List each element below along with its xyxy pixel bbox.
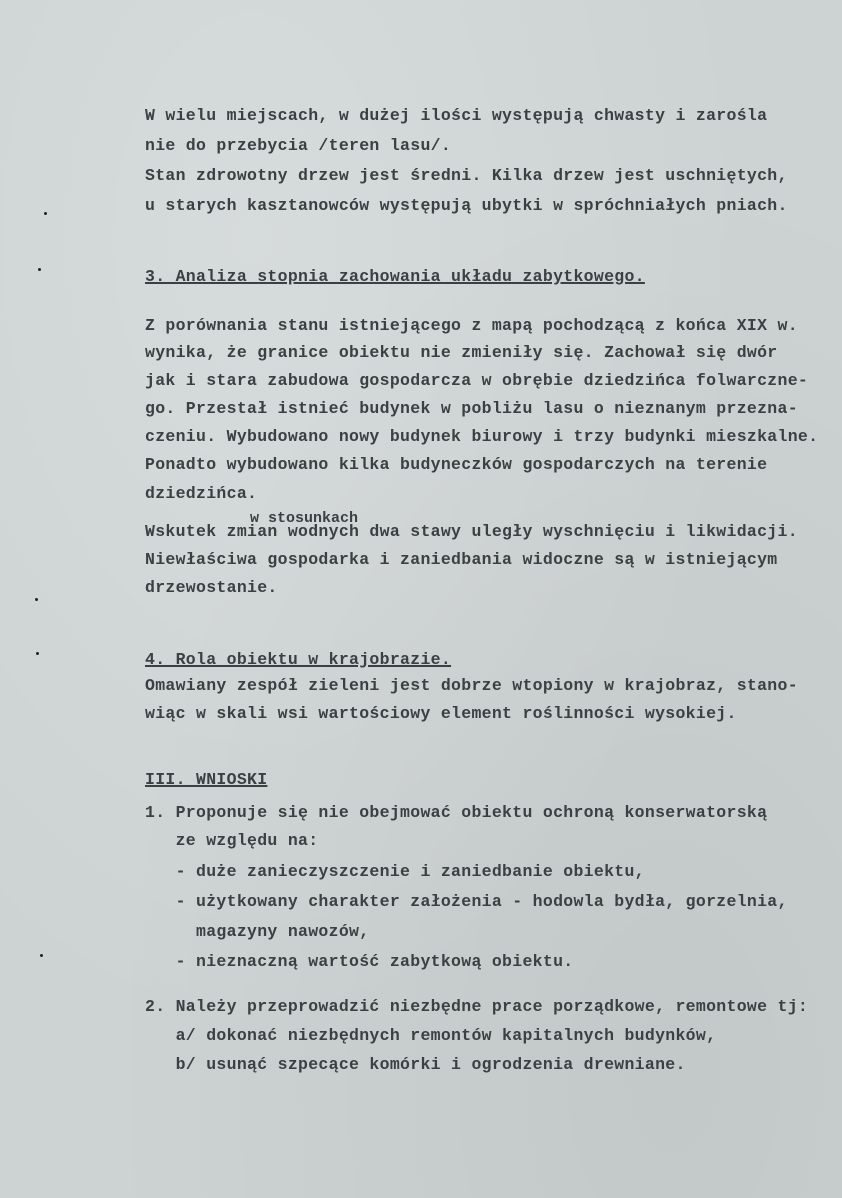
list-item: - użytkowany charakter założenia - hodowla bydła, gorzelnia, <box>145 892 788 911</box>
list-item: b/ usunąć szpecące komórki i ogrodzenia drewniane. <box>145 1055 686 1074</box>
text-line: dziedzińca. <box>145 484 258 503</box>
text-line: jak i stara zabudowa gospodarcza w obrębie dziedzińca folwarczne- <box>145 371 809 390</box>
list-item: magazyny nawozów, <box>145 922 370 941</box>
text-line: go. Przestał istnieć budynek w pobliżu lasu o nieznanym przezna- <box>145 399 798 418</box>
list-item: 1. Proponuje się nie obejmować obiektu ochroną konserwatorską <box>145 803 768 822</box>
list-item: - nieznaczną wartość zabytkową obiektu. <box>145 952 574 971</box>
text-line: drzewostanie. <box>145 578 278 597</box>
scan-speck <box>36 652 39 655</box>
list-item: ze względu na: <box>145 831 319 850</box>
handwritten-insertion: w stosunkach <box>250 510 359 527</box>
scan-speck <box>40 954 43 957</box>
text-line: nie do przebycia /teren lasu/. <box>145 136 452 155</box>
list-item: 2. Należy przeprowadzić niezbędne prace porządkowe, remontowe tj: <box>145 997 809 1016</box>
section-heading-4: 4. Rola obiektu w krajobrazie. <box>145 650 452 669</box>
scan-speck <box>35 598 38 601</box>
text-line: wiąc w skali wsi wartościowy element roślinności wysokiej. <box>145 704 737 723</box>
text-line: Ponadto wybudowano kilka budyneczków gospodarczych na terenie <box>145 455 768 474</box>
scan-speck <box>44 212 47 215</box>
text-line: wynika, że granice obiektu nie zmieniły się. Zachował się dwór <box>145 343 778 362</box>
text-line: Omawiany zespół zieleni jest dobrze wtopiony w krajobraz, stano- <box>145 676 798 695</box>
text-line: u starych kasztanowców występują ubytki w spróchniałych pniach. <box>145 196 788 215</box>
list-item: - duże zanieczyszczenie i zaniedbanie obiektu, <box>145 862 645 881</box>
list-item: a/ dokonać niezbędnych remontów kapitalnych budynków, <box>145 1026 717 1045</box>
text-line: Z porównania stanu istniejącego z mapą pochodzącą z końca XIX w. <box>145 316 798 335</box>
text-line: czeniu. Wybudowano nowy budynek biurowy i trzy budynki mieszkalne. <box>145 427 819 446</box>
text-line: Wskutek zmian wodnych dwa stawy uległy wyschnięciu i likwidacji. <box>145 522 798 541</box>
scan-speck <box>38 268 41 271</box>
text-line: Niewłaściwa gospodarka i zaniedbania widoczne są w istniejącym <box>145 550 778 569</box>
text-line: Stan zdrowotny drzew jest średni. Kilka drzew jest uschniętych, <box>145 166 788 185</box>
section-heading-wnioski: III. WNIOSKI <box>145 770 268 789</box>
section-heading-3: 3. Analiza stopnia zachowania układu zabytkowego. <box>145 267 645 286</box>
text-line: W wielu miejscach, w dużej ilości występują chwasty i zarośla <box>145 106 768 125</box>
